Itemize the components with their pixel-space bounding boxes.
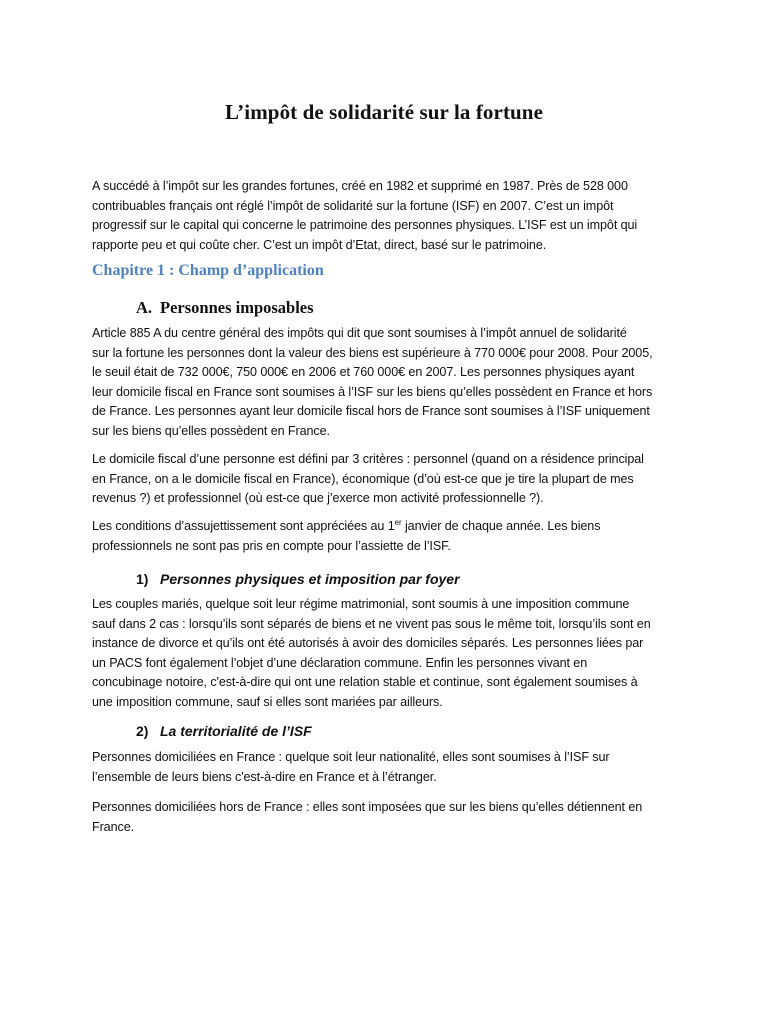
para3-text-before: Les conditions d’assujettissement sont appréciées au 1 <box>92 519 395 533</box>
section-a-paragraph-2: Le domicile fiscal d’une personne est défini par 3 critères : personnel (quand on a résidence principal en France, on a le domicile fiscal en France), économique (d’où est-ce que je tire la plupart de mes revenus ?) et professionnel (où est-ce que j’exerce mon activité professionnelle ?). <box>92 452 644 506</box>
para3-text-after: janvier de chaque année. Les biens professionnels ne sont pas pris en compte pour l’assiette de l’ISF. <box>92 519 601 553</box>
subsection-2-title: La territorialité de l’ISF <box>160 723 312 739</box>
chapter-1-heading: Chapitre 1 : Champ d’application <box>92 262 324 279</box>
subsection-1-heading <box>136 571 460 587</box>
subsection-1-number: 1) <box>136 571 149 587</box>
subsection-2-paragraph-2: Personnes domiciliées hors de France : elles sont imposées que sur les biens qu’elles détiennent en France. <box>92 800 643 834</box>
section-a-paragraph-3 <box>92 517 676 556</box>
intro-paragraph: A succédé à l’impôt sur les grandes fortunes, créé en 1982 et supprimé en 1987. Près de 528 000 contribuables français ont réglé l’impôt de solidarité sur la fortune (ISF) en 2007. C’est un impôt progressif sur le capital qui concerne le patrimoine des personnes physiques. L’ISF est un impôt qui rapporte peu et qui coûte cher. C’est un impôt d’Etat, direct, basé sur le patrimoine. <box>92 179 638 252</box>
section-a-heading <box>136 298 314 318</box>
section-a-paragraph-1: Article 885 A du centre général des impôts qui dit que sont soumises à l’impôt annuel de solidarité sur la fortune les personnes dont la valeur des biens est supérieure à 770 000€ pour 2008. Pour 2005, le seuil était de 732 000€, 750 000€ en 2006 et 760 000€ en 2007. Les personnes physiques ayant leur domicile fiscal en France sont soumises à l’ISF sur les biens qu’elles possèdent en France et hors de France. Les personnes ayant leur domicile fiscal hors de France sont soumises à l’ISF uniquement sur les biens qu’elles possèdent en France. <box>92 326 653 438</box>
section-a-number: A. <box>136 298 153 317</box>
subsection-2-heading <box>136 723 312 739</box>
document-title: L’impôt de solidarité sur la fortune <box>224 100 544 124</box>
subsection-2-paragraph-1: Personnes domiciliées en France : quelque soit leur nationalité, elles sont soumises à l’ISF sur l’ensemble de leurs biens c'est-à-dire en France et à l’étranger. <box>92 750 610 784</box>
subsection-2-number: 2) <box>136 723 149 739</box>
subsection-1-title: Personnes physiques et imposition par foyer <box>160 571 460 587</box>
subsection-1-paragraph: Les couples mariés, quelque soit leur régime matrimonial, sont soumis à une imposition commune sauf dans 2 cas : lorsqu’ils sont séparés de biens et ne vivent pas sous le même toit, lorsqu’ils sont en instance de divorce et qu’ils ont été autorisés à avoir des domiciles séparés. Les personnes liées par un PACS font également l’objet d’une déclaration commune. Enfin les personnes vivant en concubinage notoire, c'est-à-dire qui ont une relation stable et continue, sont également soumises à une imposition commune, sauf si elles sont mariées par ailleurs. <box>92 597 651 709</box>
para3-superscript: er <box>394 517 402 527</box>
section-a-title: Personnes imposables <box>160 298 314 317</box>
